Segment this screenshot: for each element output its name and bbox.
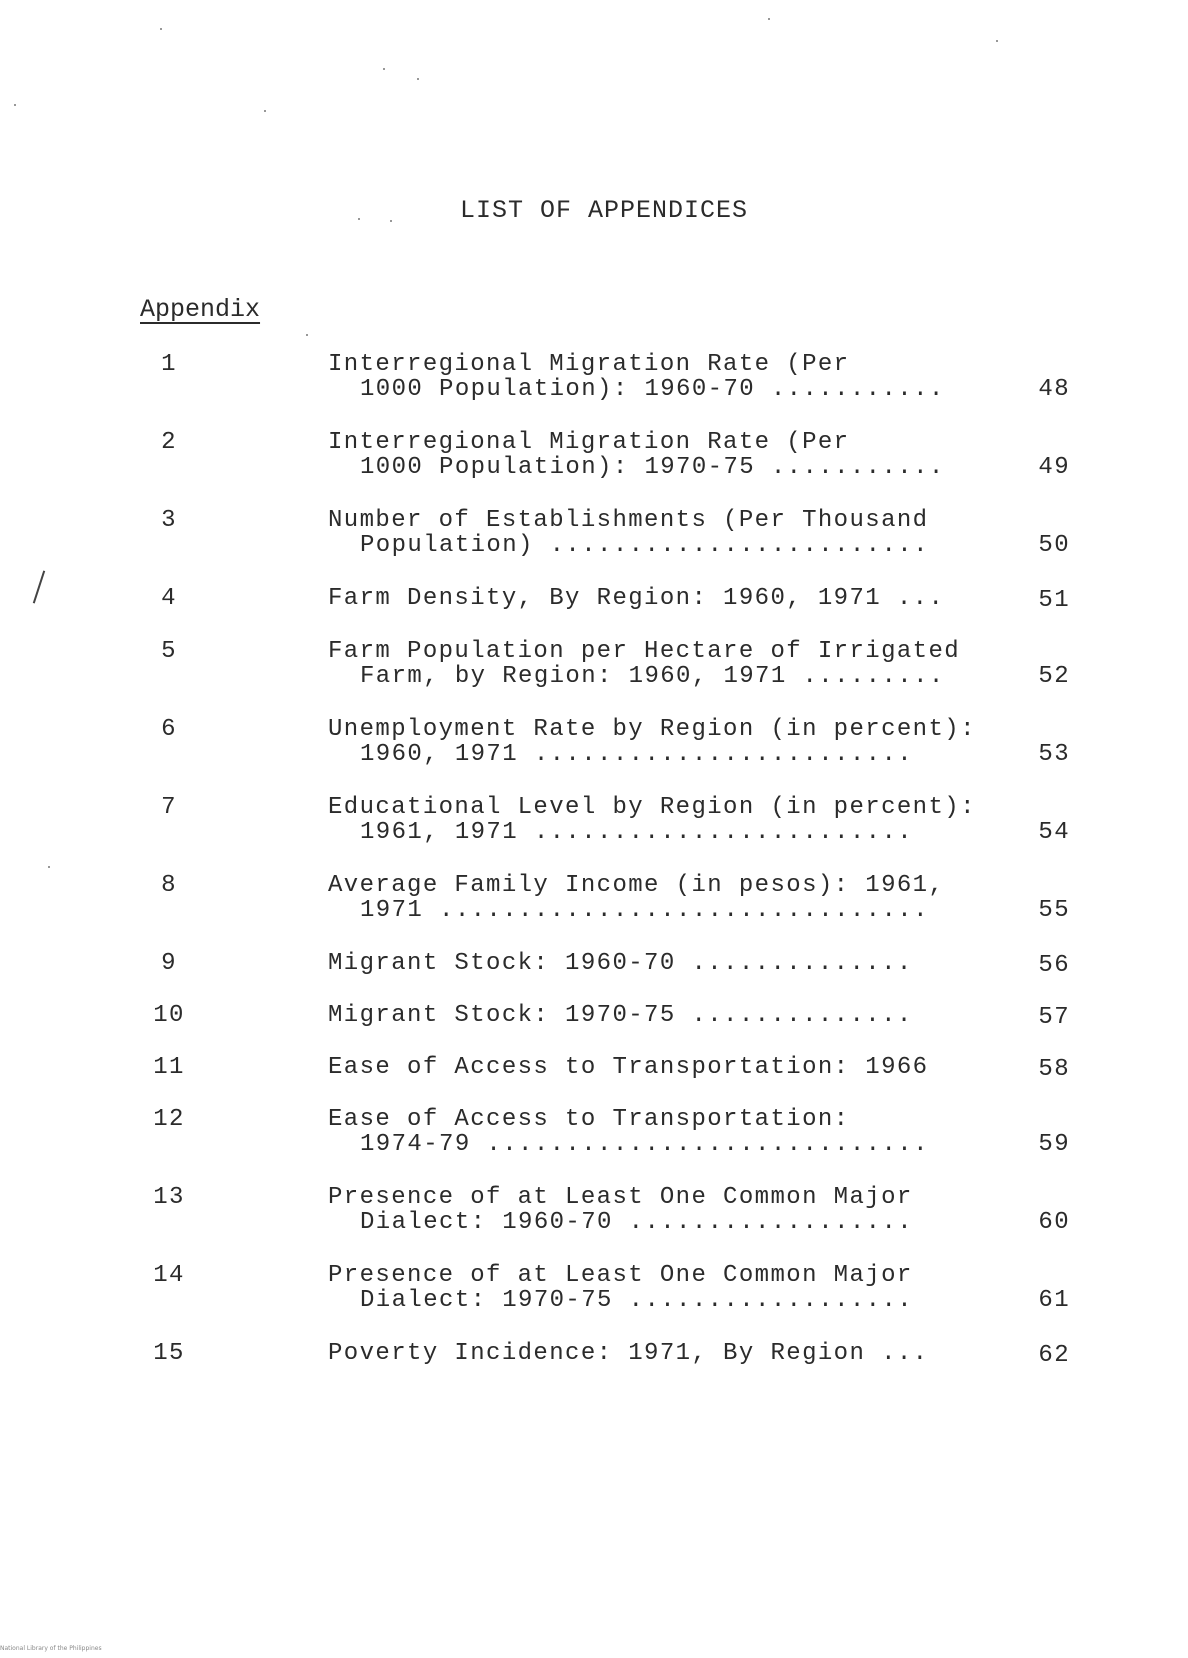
- appendix-number: 1: [161, 351, 177, 378]
- scan-speck: [160, 28, 162, 30]
- appendix-number: 11: [153, 1054, 185, 1081]
- appendix-title-continued: Dialect: 1960-70 ..................: [360, 1209, 914, 1236]
- appendix-title: Ease of Access to Transportation: 1966: [328, 1054, 929, 1081]
- appendix-title: Interregional Migration Rate (Per: [328, 351, 850, 378]
- appendix-number: 15: [153, 1340, 185, 1367]
- appendix-title-continued: 1974-79 ............................: [360, 1131, 929, 1158]
- appendix-number: 14: [153, 1262, 185, 1289]
- scan-speck: [306, 334, 308, 336]
- scan-footer-mark: National Library of the Philippines: [0, 1645, 102, 1652]
- page-number: 49: [1038, 454, 1070, 481]
- page-number: 61: [1038, 1287, 1070, 1314]
- appendix-title: Educational Level by Region (in percent):: [328, 794, 976, 821]
- appendix-number: 10: [153, 1002, 185, 1029]
- page-number: 48: [1038, 376, 1070, 403]
- appendix-title: Migrant Stock: 1970-75 ..............: [328, 1002, 913, 1029]
- page-number: 59: [1038, 1131, 1070, 1158]
- appendix-title: Presence of at Least One Common Major: [328, 1262, 913, 1289]
- appendix-number: 12: [153, 1106, 185, 1133]
- page-number: 58: [1038, 1056, 1070, 1083]
- appendix-title-continued: Dialect: 1970-75 ..................: [360, 1287, 914, 1314]
- page-number: 56: [1038, 952, 1070, 979]
- page-number: 57: [1038, 1004, 1070, 1031]
- appendix-title: Unemployment Rate by Region (in percent):: [328, 716, 976, 743]
- appendix-title-continued: 1000 Population): 1960-70 ...........: [360, 376, 945, 403]
- scan-speck: [996, 40, 998, 42]
- appendix-title: Interregional Migration Rate (Per: [328, 429, 850, 456]
- appendix-number: 2: [161, 429, 177, 456]
- appendix-title: Farm Population per Hectare of Irrigated: [328, 638, 961, 665]
- appendix-number: 3: [161, 507, 177, 534]
- appendix-number: 7: [161, 794, 177, 821]
- appendix-title-continued: 1960, 1971 ........................: [360, 741, 914, 768]
- appendix-number: 6: [161, 716, 177, 743]
- appendix-title: Ease of Access to Transportation:: [328, 1106, 850, 1133]
- page-number: 51: [1038, 587, 1070, 614]
- appendix-title: Farm Density, By Region: 1960, 1971 ...: [328, 585, 945, 612]
- scan-speck: [48, 866, 50, 868]
- appendix-title: Number of Establishments (Per Thousand: [328, 507, 929, 534]
- scan-speck: [14, 104, 16, 106]
- scan-speck: [417, 78, 419, 80]
- page-number: 55: [1038, 897, 1070, 924]
- appendix-number: 9: [161, 950, 177, 977]
- appendix-title-continued: 1961, 1971 ........................: [360, 819, 914, 846]
- appendix-column-header: Appendix: [140, 295, 261, 324]
- page-number: 53: [1038, 741, 1070, 768]
- appendix-title-continued: Population) ........................: [360, 532, 929, 559]
- page-number: 52: [1038, 663, 1070, 690]
- appendix-title-continued: Farm, by Region: 1960, 1971 .........: [360, 663, 945, 690]
- page-number: 54: [1038, 819, 1070, 846]
- appendix-number: 4: [161, 585, 177, 612]
- appendix-title: Average Family Income (in pesos): 1961,: [328, 872, 945, 899]
- page-title: LIST OF APPENDICES: [459, 196, 749, 225]
- scan-speck: [768, 18, 770, 20]
- appendix-title: Migrant Stock: 1960-70 ..............: [328, 950, 913, 977]
- appendix-title-continued: 1000 Population): 1970-75 ...........: [360, 454, 945, 481]
- appendix-title: Presence of at Least One Common Major: [328, 1184, 913, 1211]
- appendix-number: 8: [161, 872, 177, 899]
- scan-speck: [264, 110, 266, 112]
- appendix-number: 5: [161, 638, 177, 665]
- appendix-number: 13: [153, 1184, 185, 1211]
- appendix-title: Poverty Incidence: 1971, By Region ...: [328, 1340, 929, 1367]
- appendix-title-continued: 1971 ...............................: [360, 897, 929, 924]
- pen-mark: [33, 571, 45, 604]
- scan-speck: [383, 68, 385, 70]
- page-number: 50: [1038, 532, 1070, 559]
- page-number: 60: [1038, 1209, 1070, 1236]
- page-number: 62: [1038, 1342, 1070, 1369]
